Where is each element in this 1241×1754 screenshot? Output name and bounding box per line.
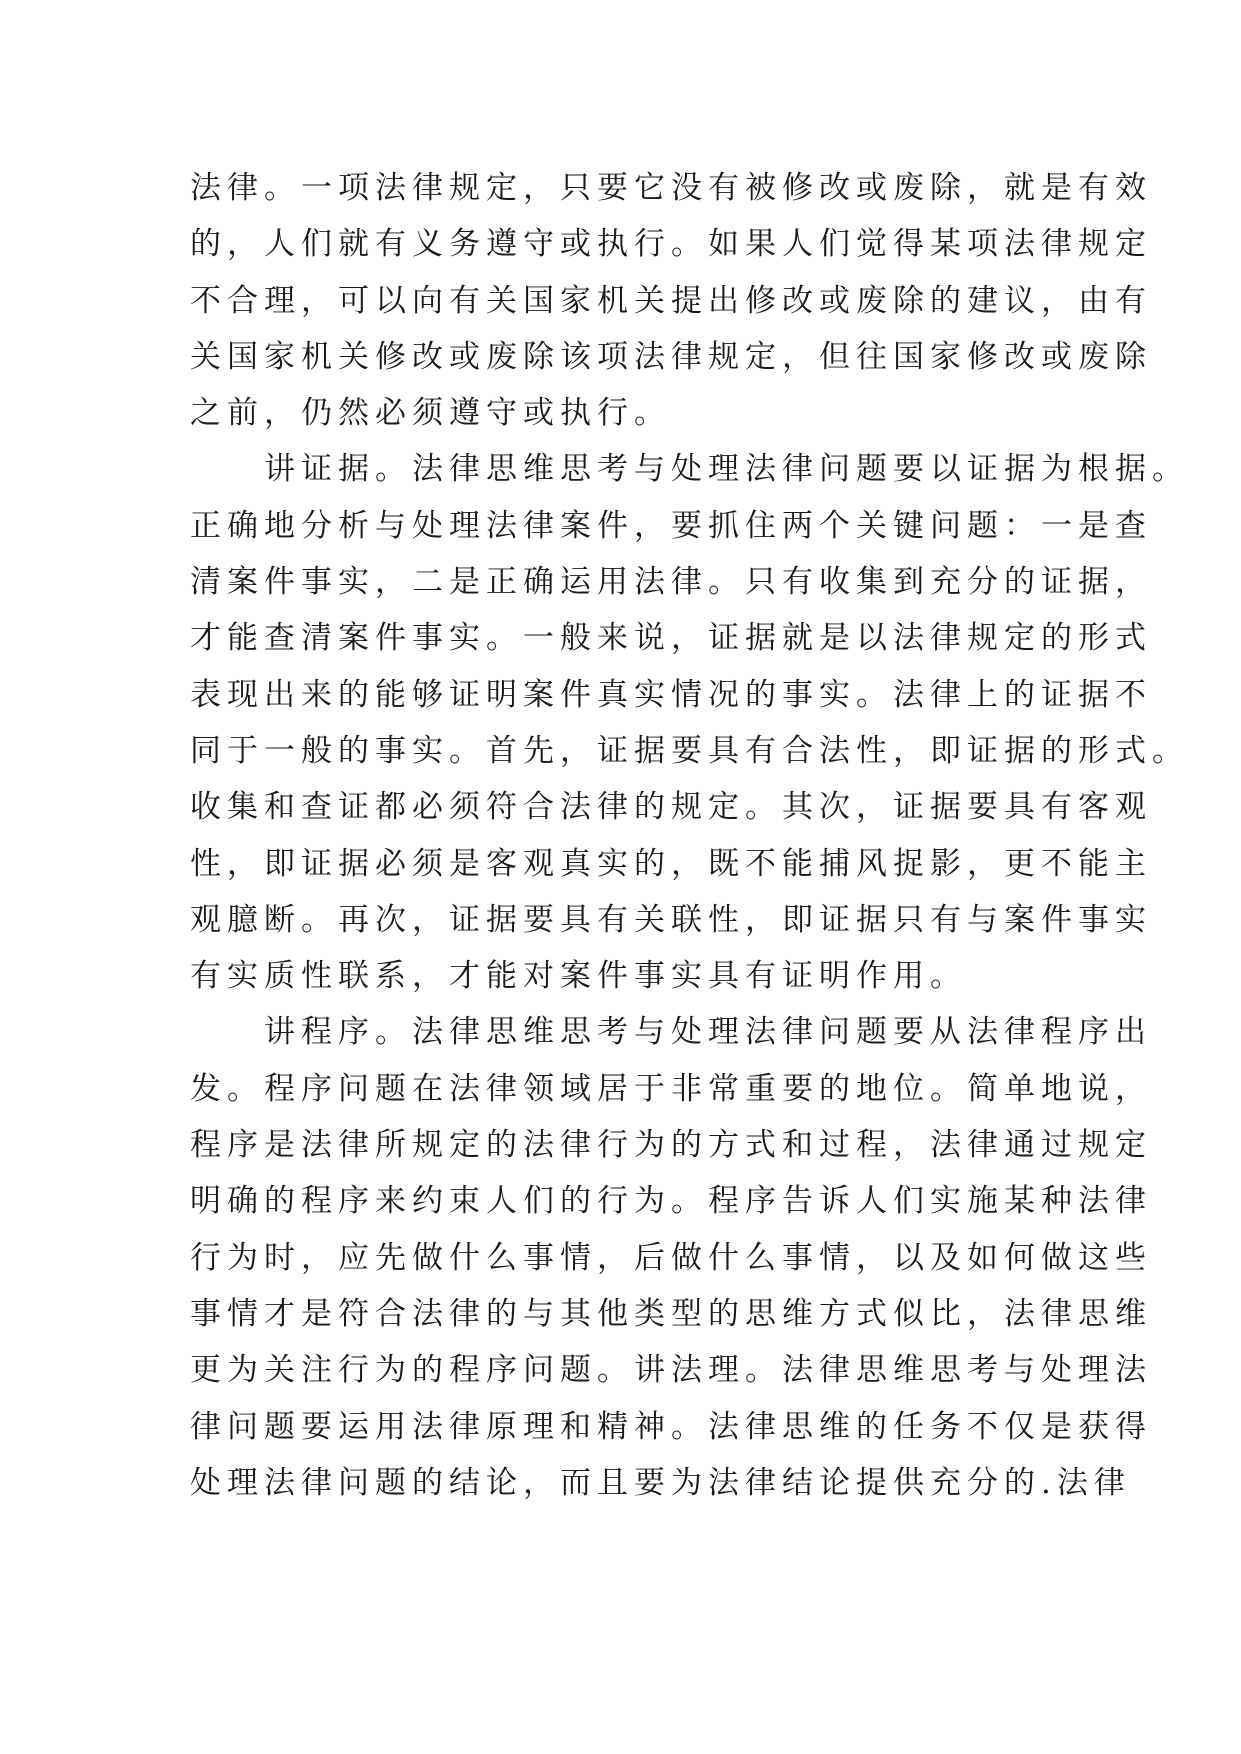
- text-line: 处理法律问题的结论，而且要为法律结论提供充分的.法律: [190, 1464, 1131, 1501]
- text-line: 表现出来的能够证明案件真实情况的事实。法律上的证据不: [190, 676, 1152, 713]
- text-line: 的，人们就有义务遵守或执行。如果人们觉得某项法律规定: [190, 226, 1152, 263]
- text-line: 法律。一项法律规定，只要它没有被修改或废除，就是有效: [190, 170, 1152, 206]
- text-line: 发。程序问题在法律领域居于非常重要的地位。简单地说，: [190, 1070, 1152, 1107]
- text-line: 程序是法律所规定的法律行为的方式和过程，法律通过规定: [190, 1127, 1152, 1164]
- text-line: 行为时，应先做什么事情，后做什么事情，以及如何做这些: [190, 1239, 1152, 1276]
- text-line: 有实质性联系，才能对案件事实具有证明作用。: [190, 958, 967, 995]
- paragraph: [190, 160, 1152, 441]
- text-line: 不合理，可以向有关国家机关提出修改或废除的建议，由有: [190, 282, 1152, 319]
- text-line: 律问题要运用法律原理和精神。法律思维的任务不仅是获得: [190, 1408, 1152, 1445]
- paragraph: [190, 1004, 1152, 1511]
- text-line: 更为关注行为的程序问题。讲法理。法律思维思考与处理法: [190, 1352, 1152, 1389]
- text-line: 清案件事实，二是正确运用法律。只有收集到充分的证据，: [190, 564, 1152, 601]
- text-line: 讲证据。法律思维思考与处理法律问题要以证据为根据。: [190, 451, 1189, 488]
- text-line: 讲程序。法律思维思考与处理法律问题要从法律程序出: [190, 1014, 1152, 1051]
- document-body: [190, 160, 1189, 1511]
- text-line: 同于一般的事实。首先，证据要具有合法性，即证据的形式。: [190, 732, 1189, 769]
- text-line: 收集和查证都必须符合法律的规定。其次，证据要具有客观: [190, 789, 1152, 826]
- text-line: 观臆断。再次，证据要具有关联性，即证据只有与案件事实: [190, 901, 1152, 938]
- text-line: 关国家机关修改或废除该项法律规定，但往国家修改或废除: [190, 338, 1152, 375]
- text-line: 之前，仍然必须遵守或执行。: [190, 395, 671, 432]
- text-line: 正确地分析与处理法律案件，要抓住两个关键问题：一是查: [190, 507, 1152, 544]
- text-line: 事情才是符合法律的与其他类型的思维方式似比，法律思维: [190, 1295, 1152, 1332]
- text-line: 明确的程序来约束人们的行为。程序告诉人们实施某种法律: [190, 1183, 1152, 1220]
- text-line: 性，即证据必须是客观真实的，既不能捕风捉影，更不能主: [190, 845, 1152, 882]
- text-line: 才能查清案件事实。一般来说，证据就是以法律规定的形式: [190, 620, 1152, 657]
- paragraph: [190, 441, 1189, 1004]
